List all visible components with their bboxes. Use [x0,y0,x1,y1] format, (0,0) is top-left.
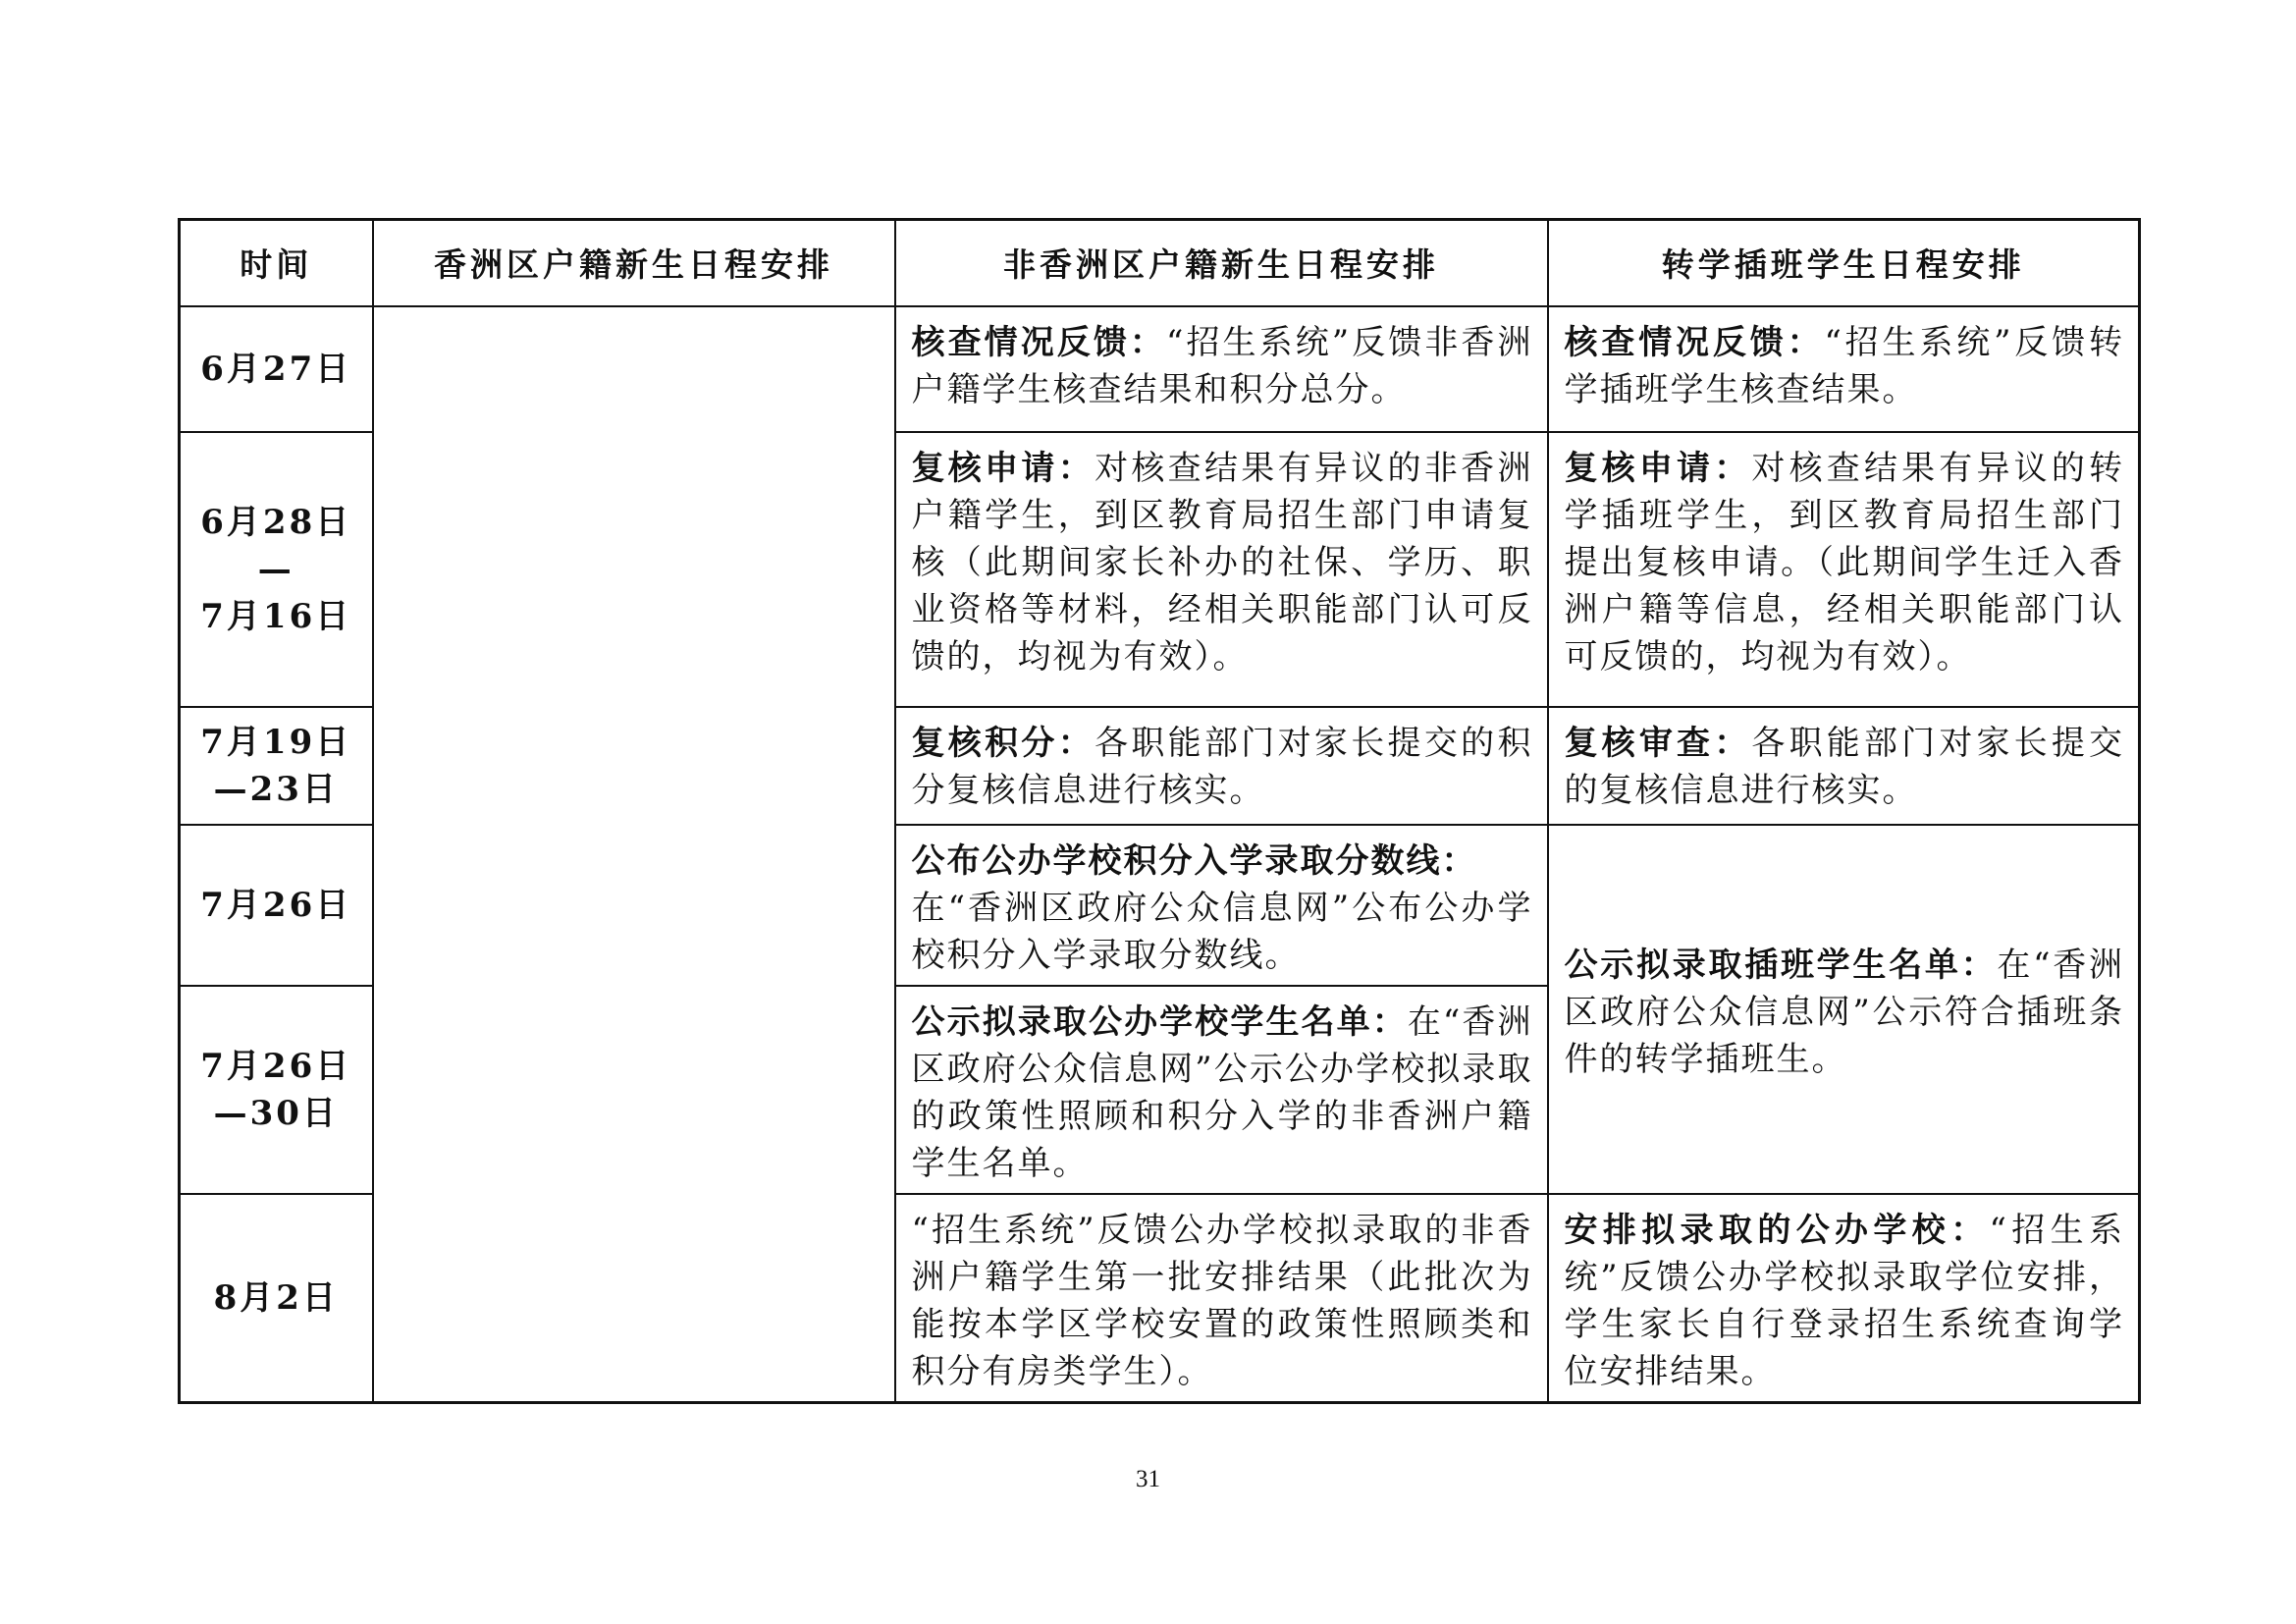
cell-title: 核查情况反馈： [911,322,1167,362]
time-line: —23日 [213,769,339,809]
transfer-cell [1548,306,2140,432]
non-local-cell [895,825,1548,986]
cell-text: “招生系统”反馈公办学校拟录取学位安排，学生家长自行登录招生系统查询学位安排结果。 [1564,1210,2124,1391]
time-line: 7月26日 [200,1046,352,1086]
time-cell [180,825,373,986]
time-line: 7月26日 [200,885,352,925]
cell-text: 对核查结果有异议的非香洲户籍学生，到区教育局招生部门申请复核（此期间家长补办的社保、学历、职业资格等材料，经相关职能部门认可反馈的，均视为有效）。 [911,448,1533,677]
header-transfer-students: 转学插班学生日程安排 [1548,220,2140,306]
cell-text: “招生系统”反馈公办学校拟录取的非香洲户籍学生第一批安排结果（此批次为能按本学区学校安置的政策性照顾类和积分有房类学生）。 [911,1210,1533,1391]
non-local-cell [895,432,1548,707]
time-cell [180,707,373,825]
time-line: 7月19日 [200,722,352,762]
cell-title: 核查情况反馈： [1564,322,1825,362]
non-local-cell [895,986,1548,1194]
non-local-cell [895,1194,1548,1403]
cell-title: 复核申请： [1564,448,1752,488]
transfer-cell [1548,432,2140,707]
page-number: 31 [1136,1466,1160,1492]
time-line: 6月27日 [200,349,352,389]
cell-text: 对核查结果有异议的转学插班学生，到区教育局招生部门提出复核申请。（此期间学生迁入香洲户籍等信息，经相关职能部门认可反馈的，均视为有效）。 [1564,448,2125,677]
time-cell [180,1194,373,1403]
time-line: —30日 [213,1093,339,1133]
cell-title: 公示拟录取插班学生名单： [1564,945,1998,985]
non-local-cell [895,306,1548,432]
time-cell [180,432,373,707]
cell-text: 各职能部门对家长提交的复核信息进行核实。 [1564,723,2125,810]
table-row [180,306,2140,432]
header-time: 时间 [180,220,373,306]
cell-title: 复核申请： [911,448,1095,488]
cell-title: 公示拟录取公办学校学生名单： [911,1001,1408,1042]
cell-text: 在“香洲区政府公众信息网”公示公办学校拟录取的政策性照顾和积分入学的非香洲户籍学生名单。 [911,1001,1533,1183]
transfer-cell-merged [1548,825,2140,1194]
cell-title: 安排拟录取的公办学校： [1564,1210,1990,1250]
cell-title: 复核积分： [911,723,1095,763]
header-row [180,220,2140,306]
cell-title: 公布公办学校积分入学录取分数线： [911,840,1477,881]
transfer-cell [1548,707,2140,825]
non-local-cell [895,707,1548,825]
header-non-local-students: 非香洲区户籍新生日程安排 [895,220,1548,306]
time-line: 6月28日 [200,502,352,542]
time-line: 7月16日 [200,596,352,636]
cell-text: 各职能部门对家长提交的积分复核信息进行核实。 [911,723,1533,810]
cell-text: “招生系统”反馈非香洲户籍学生核查结果和积分总分。 [911,322,1533,409]
transfer-cell [1548,1194,2140,1403]
local-students-cell [373,306,895,1403]
header-local-students: 香洲区户籍新生日程安排 [373,220,895,306]
time-cell [180,306,373,432]
cell-title: 复核审查： [1564,723,1752,763]
cell-text: 在“香洲区政府公众信息网”公示符合插班条件的转学插班生。 [1564,945,2124,1079]
time-cell [180,986,373,1194]
time-line: 8月2日 [213,1277,339,1318]
cell-text: 在“香洲区政府公众信息网”公布公办学校积分入学录取分数线。 [911,888,1533,975]
schedule-table [178,218,2141,1404]
time-line: — [257,549,294,589]
cell-text: “招生系统”反馈转学插班学生核查结果。 [1564,322,2125,409]
